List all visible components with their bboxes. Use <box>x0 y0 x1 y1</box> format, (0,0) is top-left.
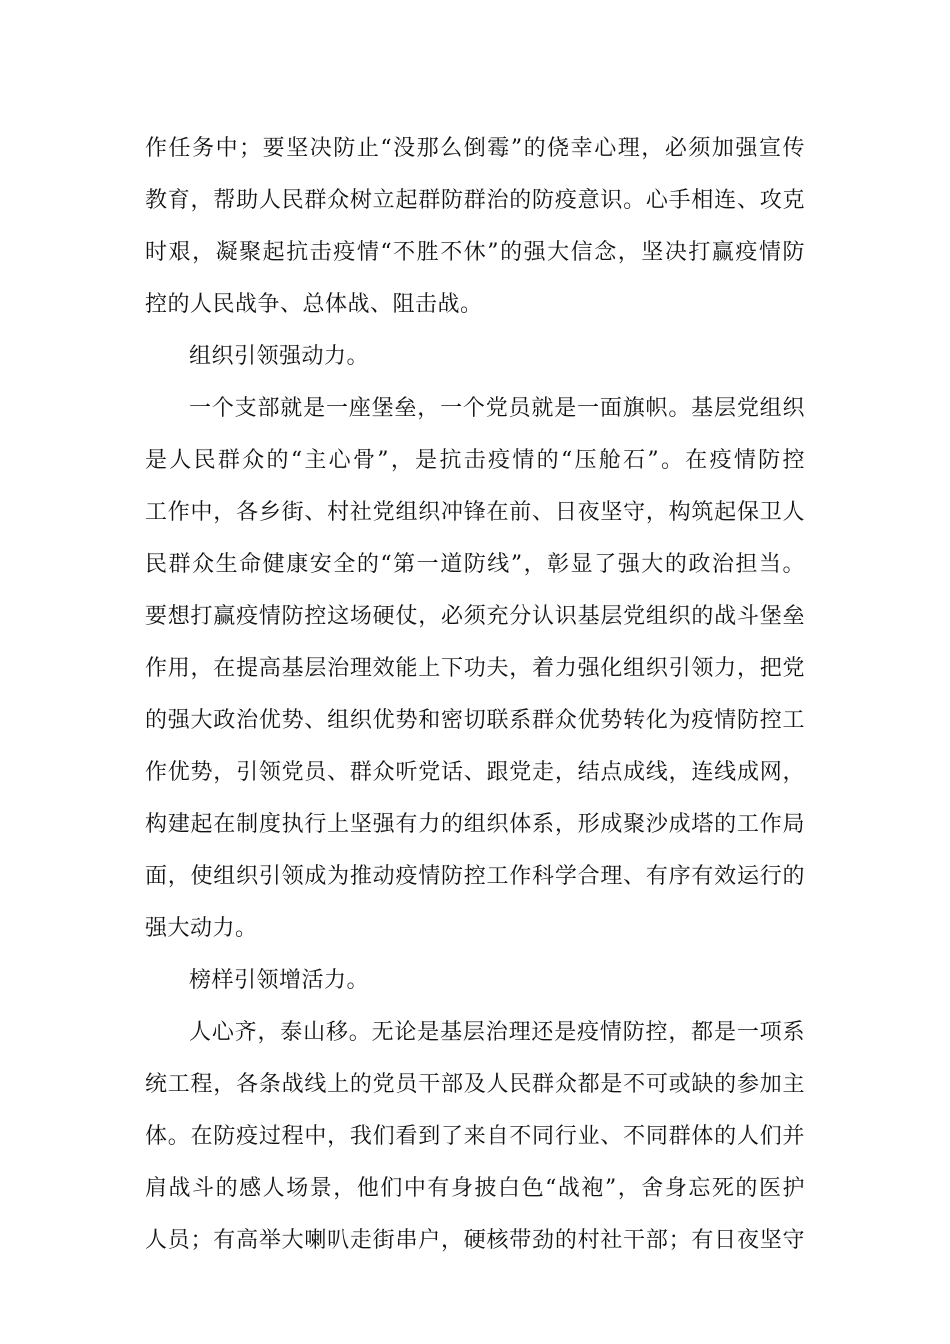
text-line: 构建起在制度执行上坚强有力的组织体系，形成聚沙成塔的工作局 <box>145 812 805 837</box>
text-line: 人心齐，泰山移。无论是基层治理还是疫情防控，都是一项系 <box>189 1020 805 1045</box>
text-line: 肩战斗的感人场景，他们中有身披白色“战袍”，舍身忘死的医护 <box>145 1176 805 1201</box>
text-line: 的强大政治优势、组织优势和密切联系群众优势转化为疫情防控工 <box>145 708 805 733</box>
section-heading: 组织引领强动力。 <box>189 344 370 369</box>
text-line: 工作中，各乡街、村社党组织冲锋在前、日夜坚守，构筑起保卫人 <box>145 500 805 525</box>
text-line: 作任务中；要坚决防止“没那么倒霉”的侥幸心理，必须加强宣传 <box>145 136 805 161</box>
section-heading: 榜样引领增活力。 <box>189 968 370 993</box>
text-line: 要想打赢疫情防控这场硬仗，必须充分认识基层党组织的战斗堡垒 <box>145 604 805 629</box>
text-line: 人员；有高举大喇叭走街串户，硬核带劲的村社干部；有日夜坚守 <box>145 1228 805 1253</box>
document-body <box>145 123 805 1267</box>
text-line: 作用，在提高基层治理效能上下功夫，着力强化组织引领力，把党 <box>145 656 805 681</box>
text-line: 强大动力。 <box>145 916 258 941</box>
text-line: 是人民群众的“主心骨”，是抗击疫情的“压舱石”。在疫情防控 <box>145 448 805 473</box>
text-line: 面，使组织引领成为推动疫情防控工作科学合理、有序有效运行的 <box>145 864 805 889</box>
text-line: 统工程，各条战线上的党员干部及人民群众都是不可或缺的参加主 <box>145 1072 805 1097</box>
text-line: 一个支部就是一座堡垒，一个党员就是一面旗帜。基层党组织 <box>189 396 805 421</box>
text-line: 作优势，引领党员、群众听党话、跟党走，结点成线，连线成网， <box>145 760 805 785</box>
text-line: 教育，帮助人民群众树立起群防群治的防疫意识。心手相连、攻克 <box>145 188 805 213</box>
text-line: 民群众生命健康安全的“第一道防线”，彰显了强大的政治担当。 <box>145 552 805 577</box>
text-line: 体。在防疫过程中，我们看到了来自不同行业、不同群体的人们并 <box>145 1124 805 1149</box>
text-line: 时艰，凝聚起抗击疫情“不胜不休”的强大信念，坚决打赢疫情防 <box>145 240 805 265</box>
text-line: 控的人民战争、总体战、阻击战。 <box>145 292 483 317</box>
